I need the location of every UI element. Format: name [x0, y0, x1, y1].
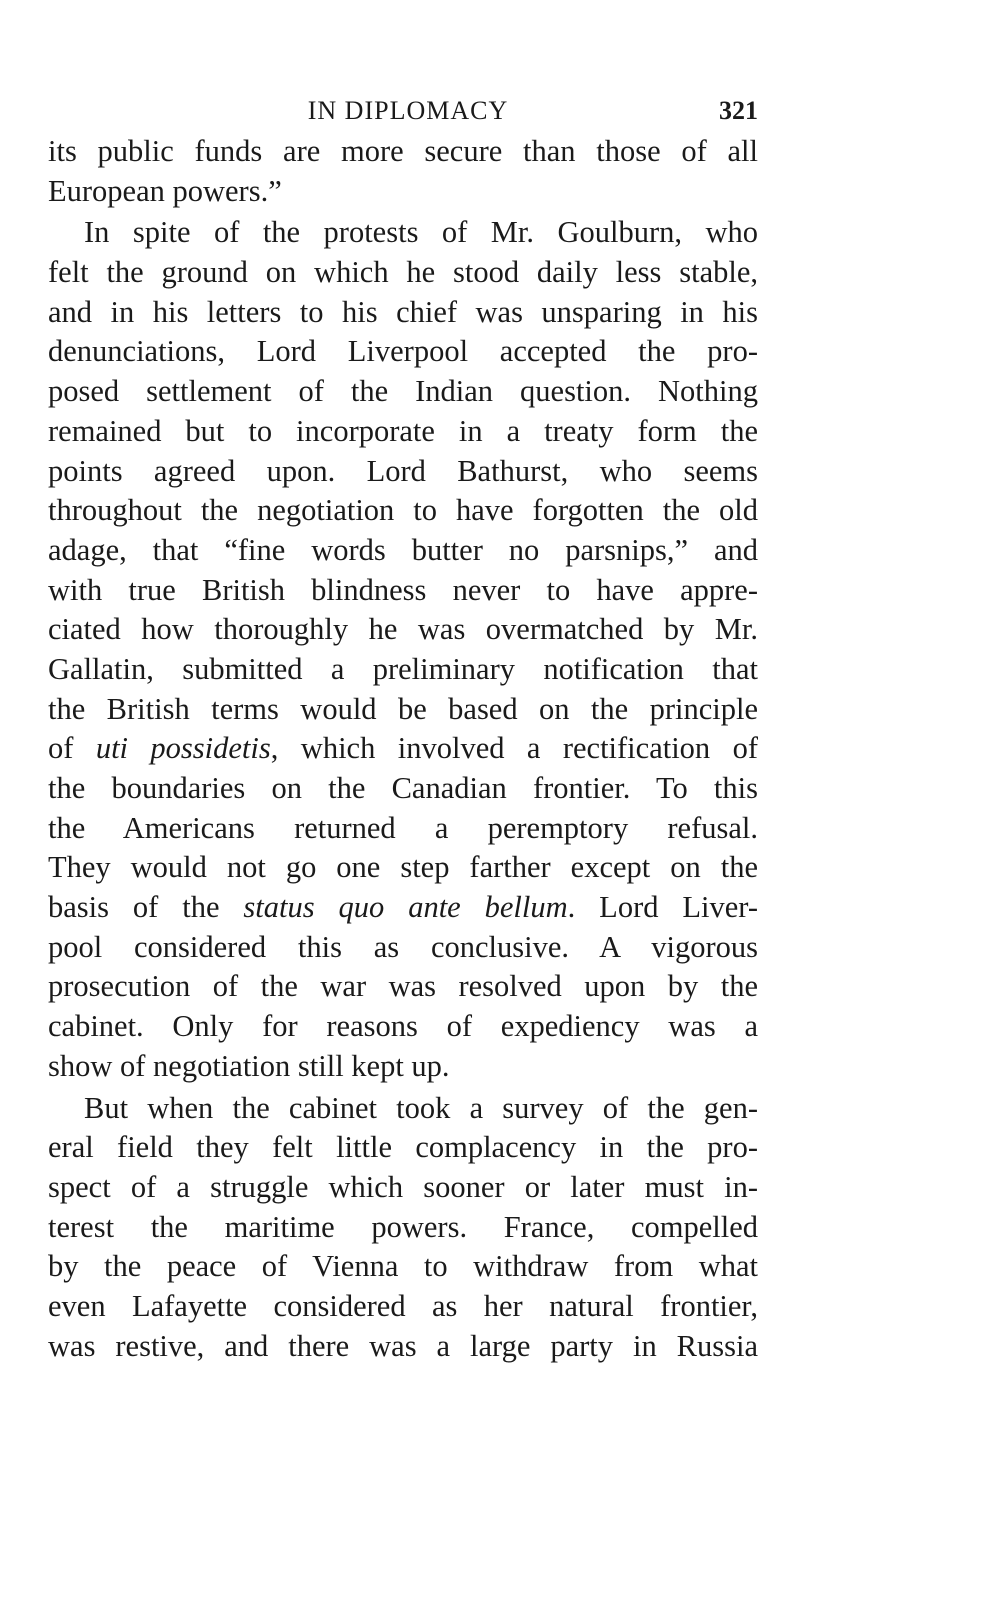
running-title: IN DIPLOMACY	[307, 96, 509, 125]
text-line: denunciations, Lord Liverpool accepted the pro-	[48, 334, 758, 369]
text-line: posed settlement of the Indian question. Nothing	[48, 374, 758, 409]
text-line: and in his letters to his chief was unsparing in his	[48, 294, 758, 329]
text-line: the British terms would be based on the principle	[48, 691, 758, 726]
text-line: spect of a struggle which sooner or later must in-	[48, 1169, 758, 1204]
paragraph-1	[48, 132, 758, 211]
text-line: terest the maritime powers. France, compelled	[48, 1209, 758, 1244]
text-line: But when the cabinet took a survey of the gen-	[84, 1090, 758, 1125]
text-line: pool considered this as conclusive. A vigorous	[48, 929, 758, 964]
text-line: remained but to incorporate in a treaty form the	[48, 413, 758, 448]
text-line: European powers.”	[48, 173, 282, 208]
text-line: its public funds are more secure than those of all	[48, 134, 758, 168]
text-line: basis of the status quo ante bellum. Lord Liver-	[48, 890, 758, 925]
text-line: of uti possidetis, which involved a rectification of	[48, 731, 758, 766]
text-line: by the peace of Vienna to withdraw from what	[48, 1249, 758, 1284]
text-line: throughout the negotiation to have forgotten the old	[48, 493, 758, 528]
text-line: felt the ground on which he stood daily less stable,	[48, 255, 758, 290]
paragraph-3	[48, 1089, 758, 1367]
text-line: show of negotiation still kept up.	[48, 1048, 450, 1083]
running-head	[48, 92, 758, 132]
text-line: cabinet. Only for reasons of expediency was a	[48, 1009, 758, 1044]
text-line: ciated how thoroughly he was overmatched by Mr.	[48, 612, 758, 647]
body-text	[48, 132, 758, 1366]
text-line: was restive, and there was a large party in Russia	[48, 1328, 758, 1363]
text-line: adage, that “fine words butter no parsnips,” and	[48, 532, 758, 567]
text-line: the boundaries on the Canadian frontier. To this	[48, 771, 758, 805]
book-page	[48, 92, 758, 1366]
text-line: even Lafayette considered as her natural frontier,	[48, 1288, 758, 1323]
page-number: 321	[719, 96, 758, 125]
text-line: In spite of the protests of Mr. Goulburn, who	[84, 215, 758, 250]
text-line: Gallatin, submitted a preliminary notification that	[48, 651, 758, 686]
text-line: points agreed upon. Lord Bathurst, who seems	[48, 453, 758, 488]
text-line: prosecution of the war was resolved upon by the	[48, 969, 758, 1004]
text-line: eral field they felt little complacency in the pro-	[48, 1130, 758, 1165]
paragraph-2	[48, 213, 758, 1086]
text-line: the Americans returned a peremptory refusal.	[48, 810, 758, 845]
text-line: with true British blindness never to have appre-	[48, 572, 758, 607]
text-line: They would not go one step farther except on the	[48, 850, 758, 885]
